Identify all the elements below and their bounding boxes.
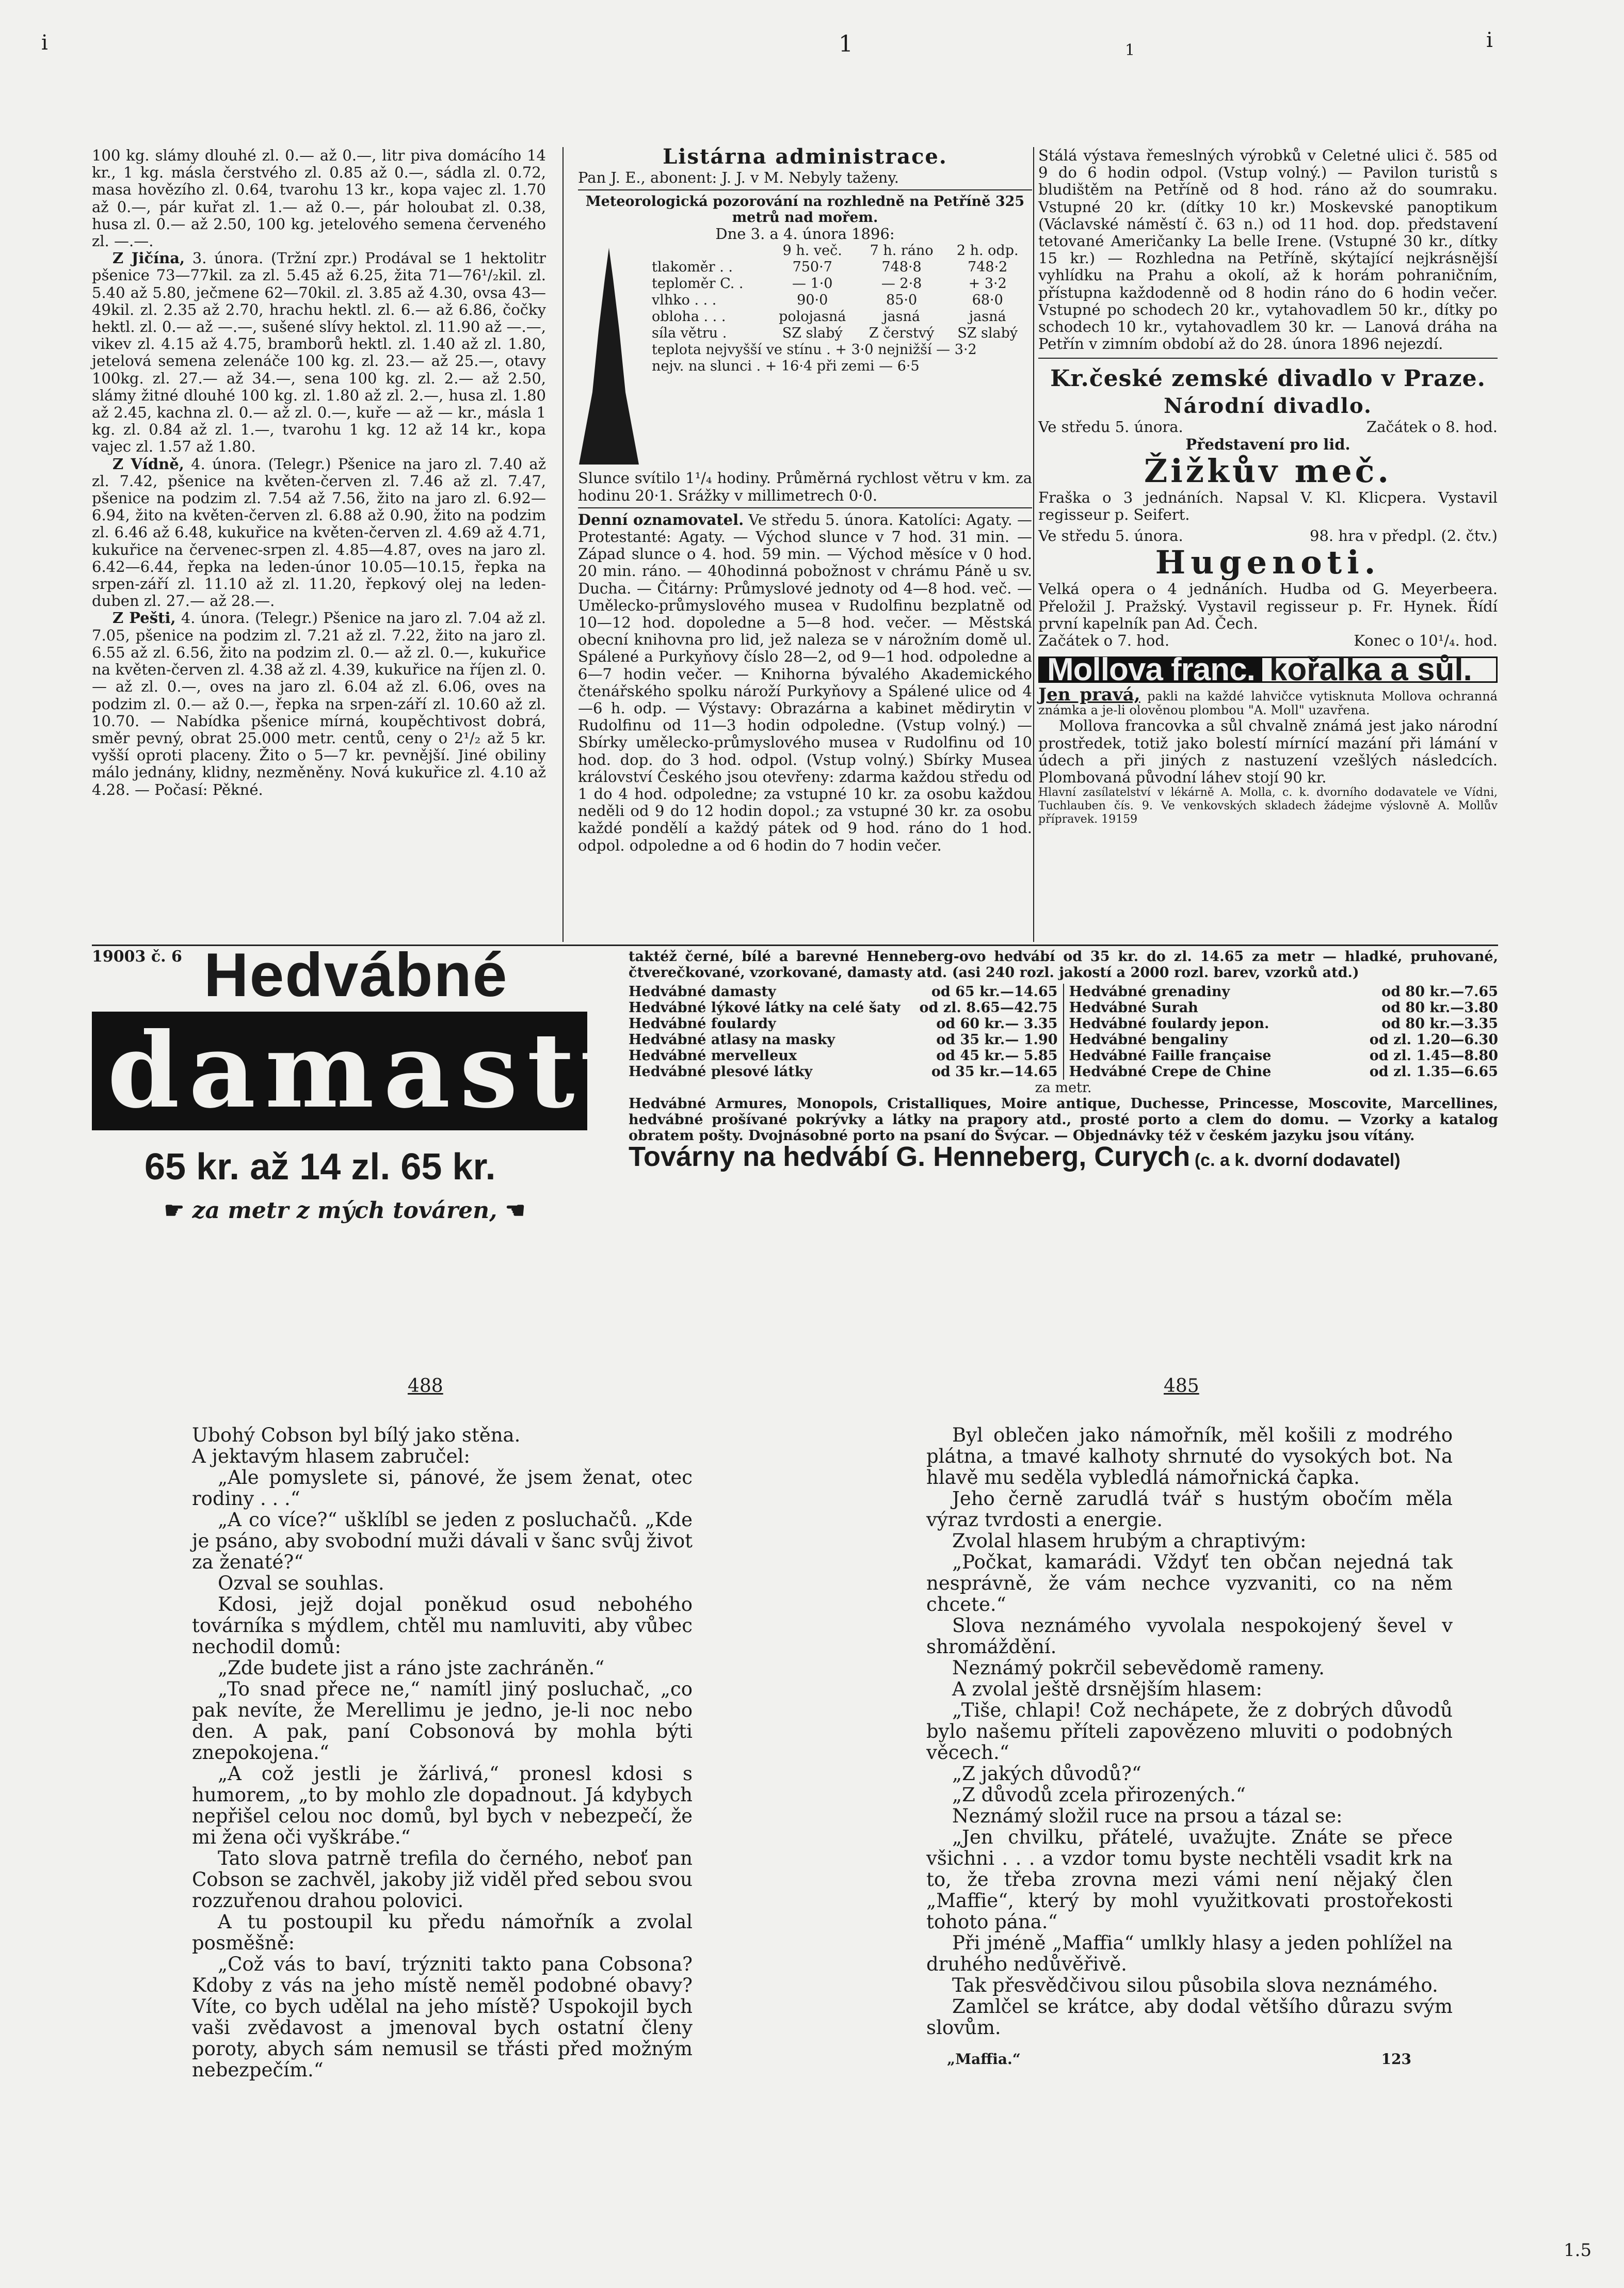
silk-ad-damasty: damasty xyxy=(92,1012,587,1130)
book-paragraph: Při jméně „Maffia“ umlkly hlasy a jeden pohlížel na druhého nedůvěřivě. xyxy=(926,1932,1453,1975)
book-page-left xyxy=(192,1425,693,2081)
book-paragraph: Ubohý Cobson byl bílý jako stěna. xyxy=(192,1424,521,1446)
market-viden: Z Vídně, 4. února. (Telegr.) Pšenice na jaro zl. 7.40 až zl. 7.42, pšenice na květen-červen zl. 7.46 až zl. 7.47, pšenice na podzim zl. 7.54 až 7.56, žito na jaro zl. 6.92—6.94, žito na květen-červen zl. 6.88 až 0.90, žito na podzim zl. 6.46 až 6.48, kukuřice na květen-červen zl. 4.69 až 4.71, kukuřice na červenec-srpen zl. 4.85—4.87, oves na jaro zl. 6.42—6.44, řepka na leden-únor 10.05—10.15, řepka na srpen-září zl. 11.10 až zl. 11.20, řepkový olej na leden-duben zl. 27.— až 28.—. xyxy=(92,455,546,610)
mollova-banner xyxy=(1038,652,1498,688)
daily-announcer: Denní oznamovatel. Ve středu 5. února. Katolíci: Agaty. — Protestanté: Agaty. — Východ slunce v 7 hod. 31 min. — Západ slunce o 4. hod. 59 min. — Východ měsíce v 0 hod. 20 min. ráno. — 40hodinná pobožnost v chrámu Páně u sv. Ducha. — Čitárny: Průmyslové jednoty od 4—8 hod. več. — Umělecko-průmyslového musea v Rudolfinu bezplatně od 10—12 hod. dopoledne a 5—8 hod. večer. — Městská obecní knihovna pro lid, jež naleza se v nárožním domě ul. Spálené a Purkyňovy číslo 28—2, od 9—1 hod. odpoledne a 6—7 hodin večer. — Knihorna bývalého Akademického čtenářského spolku nároží Purkyňovy a Spálené ulice od 4—6 h. odp. — Výstavy: Obrazárna a kabinet mědirytin v Rudolfinu od 11—3 hodin odpoledne. (Vstup volný.) — Sbírky umělecko-průmyslového musea v Rudolfinu od 10 hod. dop. do 3 hod. odpol. (Vstup volný.) Sbírky Musea království Českého jsou otevřeny: zdarma každou středu od 1 do 4 hod. odpoledne; za vstupné 10 kr. za osobu každou neděli od 9 do 12 hodin dopol.; za vstupné 30 kr. za osobu každé pondělí a každý pátek od 9 hod. ráno do 1 hod. odpol. odpoledne a od 6 hodin do 7 hodin večer. xyxy=(578,510,1032,854)
theatre-subtitle: Národní divadlo. xyxy=(1164,394,1372,419)
silk-factory-sub: (c. a k. dvorní dodavatel) xyxy=(1194,1150,1401,1170)
book-paragraph: A jektavým hlasem zabručel: xyxy=(192,1445,470,1467)
book-paragraph: „Počkat, kamarádi. Vždyť ten občan nejedná tak nesprávně, že vám nechce vyzvaniti, co na něm chcete.“ xyxy=(926,1551,1453,1615)
book-paragraph: Byl oblečen jako námořník, měl košili z modrého plátna, a tmavé kalhoty shrnuté do vysokých bot. Na hlavě mu seděla vybledlá námořnická čapka. xyxy=(926,1424,1453,1489)
theatre-title: Kr.české zemské divadlo v Praze. xyxy=(1050,365,1486,392)
book-paragraph: „Jen chvilku, přátelé, uvažujte. Znáte se přece všichni . . . a vzdor tomu byste nechtěli vsadit krk na to, že třeba zrovna mezi vámi není nějaký člen „Maffie“, který by mohl využitkovati prostořekosti tohoto pána.“ xyxy=(926,1826,1453,1933)
book-paragraph: Jeho černě zarudlá tvář s hustým obočím měla výraz tvrdosti a energie. xyxy=(926,1487,1453,1531)
book-paragraph: Neznámý pokrčil sebevědomě rameny. xyxy=(952,1657,1325,1679)
show1-note: Představení pro lid. xyxy=(1185,435,1350,453)
book-paragraph: Zamlčel se krátce, aby dodal většího důrazu svým slovům. xyxy=(926,1995,1453,2039)
mollova-banner-light: kořalka a sůl. xyxy=(1269,652,1472,688)
silk-price-item: Hedvábné damasty od 65 kr.—14.65 xyxy=(629,984,1058,1000)
book-paragraph: A tu postoupil ku předu námořník a zvolal posměšně: xyxy=(192,1911,693,1954)
pointing-hand-icon: ☛ xyxy=(164,1197,185,1224)
book-paragraph: Tato slova patrně trefila do černého, neboť pan Cobson se zachvěl, jakoby již viděl před sebou svou rozzuřenou drahou polovici. xyxy=(192,1847,693,1912)
book-paragraph: Neznámý složil ruce na prsou a tázal se: xyxy=(952,1805,1343,1827)
weather-row: tlakoměr . . 750·7 748·8 748·2 xyxy=(652,259,1008,276)
mollova-address: Hlavní zasílatelství v lékárně A. Molla, c. k. dvorního dodavatele ve Vídni, Tuchlauben čís. 9. Ve venkovských skladech žádejme výslovně A. Mollův přípravek. 19159 xyxy=(1038,786,1498,826)
silk-factory xyxy=(629,1141,1498,1172)
show2-title: Hugenoti. xyxy=(1155,543,1381,582)
silk-price-item: Hedvábné plesové látky od 35 kr.—14.65 xyxy=(629,1064,1058,1080)
rule-theatre xyxy=(1038,358,1498,359)
book-paragraph: A zvolal ještě drsnějším hlasem: xyxy=(952,1678,1262,1700)
weather-title: Meteorologická pozorování na rozhledně na Petříně 325 metrů nad mořem. xyxy=(585,194,1025,226)
silk-price-item: Hedvábné lýkové látky na celé šaty od zl. 8.65—42.75 xyxy=(629,1000,1058,1016)
corner-mark-center2: 1 xyxy=(1125,41,1135,59)
book-paragraph: „Zde budete jist a ráno jste zachráněn.“ xyxy=(218,1657,605,1679)
show2-desc: Velká opera o 4 jednáních. Hudba od G. Meyerbeera. Přeložil J. Pražský. Vystavil regisseur p. Fr. Hynek. Řídí první kapelník pan Ad. Čech. xyxy=(1038,580,1498,632)
silk-price-item: Hedvábné Crepe de Chine od zl. 1.35—6.65 xyxy=(1069,1064,1498,1080)
silk-ad-price: 65 kr. až 14 zl. 65 kr. xyxy=(144,1146,496,1188)
book-paragraph: „A co více?“ ušklíbl se jeden z posluchačů. „Kde je psáno, aby svobodní muži dávali v šanc svůj život za ženaté?“ xyxy=(192,1509,693,1573)
book-paragraph: „Z důvodů zcela přirozených.“ xyxy=(952,1784,1246,1806)
show1-title: Žižkův meč. xyxy=(1144,452,1392,490)
show1-header: Ve středu 5. února. Začátek o 8. hod. xyxy=(1038,418,1498,436)
weather-block xyxy=(578,243,1032,470)
book-paragraph: Ozval se souhlas. xyxy=(218,1572,384,1594)
admin-title: Listárna administrace. xyxy=(663,145,947,169)
book-paragraph: Tak přesvědčivou silou působila slova neznámého. xyxy=(952,1974,1438,1996)
silk-price-item: Hedvábné foulardy jepon. od 80 kr.—3.35 xyxy=(1069,1016,1498,1032)
silk-ad-code: 19003 č. 6 xyxy=(92,948,182,966)
weather-row: vlhko . . . 90·0 85·0 68·0 xyxy=(652,292,1003,309)
silk-price-item: Hedvábné Faille française od zl. 1.45—8.80 xyxy=(1069,1048,1498,1064)
book-paragraph: „Z jakých důvodů?“ xyxy=(952,1763,1141,1785)
show1-desc: Fraška o 3 jednáních. Napsal V. Kl. Klicpera. Vystavil regisseur p. Seifert. xyxy=(1038,488,1498,524)
corner-mark-bottom: 1.5 xyxy=(1564,2240,1592,2261)
silk-price-item: Hedvábné mervelleux od 45 kr.— 5.85 xyxy=(629,1048,1058,1064)
middle-column xyxy=(578,145,1032,854)
silk-price-table xyxy=(629,984,1498,1080)
silk-ad-heading: Hedvábné xyxy=(204,940,508,1010)
weather-row: obloha . . . polojasná jasná jasná xyxy=(652,309,1006,325)
silk-ad-outro: Hedvábné Armures, Monopols, Cristalliques, Moire antique, Duchesse, Princesse, Moscovite, Marcellines, hedvábné prošívané pokrývky a látky na prapory atd., prosté porto a clem do domu. — Vzorky a katalog obratem pošty. Dvojnásobné porto na psaní do Švýcar. — Objednávky též v českém jazyku jsou vítány. xyxy=(629,1096,1498,1144)
weather-header: 9 h. več. xyxy=(782,243,842,259)
silk-za-metr: za metr. xyxy=(1035,1080,1092,1096)
silk-ad-details xyxy=(629,949,1498,1170)
weather-date: Dne 3. a 4. února 1896: xyxy=(715,225,895,243)
admin-text: Pan J. E., abonent: J. J. v M. Nebyly taženy. xyxy=(578,169,899,186)
silk-factory-name: Továrny na hedvábí G. Henneberg, Curych xyxy=(629,1141,1191,1172)
show2-header: Ve středu 5. února. 98. hra v předpl. (2. čtv.) xyxy=(1038,527,1498,545)
weather-row: teploměr C. . — 1·0 — 2·8 + 3·2 xyxy=(652,276,1007,292)
market-jicin: Z Jičína, 3. února. (Tržní zpr.) Prodával se 1 hektolitr pšenice 73—77kil. za zl. 5.45 až 6.25, žita 71—76¹/₂kil. zl. 5.40 až 5.80, ječmene 62—70kil. zl. 3.85 až 4.30, ovsa 43—49kil. zl. 2.35 až 2.70, hrachu hektl. zl. 6.— až 6.86, čočky hektl. zl. 0.— až —.—, sušené slívy hektol. zl. 11.90 až —.—, vikev zl. 4.15 až 4.75, bramborů hektl. zl. 1.40 až zl. 1.80, jetelová semena zelenáče 100 kg. zl. 23.— až 25.—, otavy 100kg. zl. 27.— až 34.—, sena 100 kg. zl. 2.— až 2.50, slámy žitné dlouhé 100 kg. zl. 1.80 až zl. 2.—, husa zl. 1.80 až 2.45, kachna zl. 0.— až zl. 0.—, kuře — až — kr., másla 1 kg. zl. 0.84 až zl. 1.—, tvarohu 1 kg. 12 až 14 kr., kopa vajec zl. 1.57 až 1.80. xyxy=(92,249,546,456)
market-pest: Z Pešti, 4. února. (Telegr.) Pšenice na jaro zl. 7.04 až zl. 7.05, pšenice na podzim zl. 7.21 až zl. 7.22, žito na jaro zl. 6.55 až zl. 6.56, žito na podzim zl. 0.— až zl. 0.—, kukuřice na květen-červen zl. 4.38 až zl. 4.39, kukuřice na říjen zl. 0.— až zl. 0.—, oves na jaro zl. 6.04 až zl. 6.06, oves na podzim zl. 0.— až 0.—, řepka na srpen-září zl. 10.60 až zl. 10.70. — Nabídka pšenice mírná, koupěchtivost dobrá, směr pevný, obrat 25.000 metr. centů, ceny o 2¹/₂ až 5 kr. vyšší oproti placeny. Žito o 5—7 kr. pevnější. Jiné obiliny málo jednány, klidny, nezměněny. Nová kukuřice zl. 4.10 až 4.28. — Počasí: Pěkné. xyxy=(92,609,546,798)
weather-header: 2 h. odp. xyxy=(956,243,1019,259)
book-paragraph: „Což vás to baví, trýzniti takto pana Cobsona? Kdoby z vás na jeho místě neměl podobné obavy? Víte, co bych udělal na jeho místě? Uspokojil bych vaši zvědavost a jmenoval bych ostatní členy poroty, abych sám nemusil se třásti před možným nebezpečím.“ xyxy=(192,1953,693,2081)
column-rule-2 xyxy=(1033,147,1034,942)
silk-price-item: Hedvábné grenadiny od 80 kr.—7.65 xyxy=(1069,984,1498,1000)
petrin-tower-icon xyxy=(578,248,640,465)
page-number-left: 488 xyxy=(408,1375,443,1397)
book-footer-number: 123 xyxy=(1381,2051,1411,2068)
weather-row: síla větru . SZ slabý Z čerstvý SZ slabý xyxy=(652,325,1018,342)
silk-price-item: Hedvábné bengaliny od zl. 1.20—6.30 xyxy=(1069,1032,1498,1048)
silk-ad-subline: ☛ za metr z mých továren, ☚ xyxy=(164,1197,526,1224)
market-top: 100 kg. slámy dlouhé zl. 0.— až 0.—, litr piva domácího 14 kr., 1 kg. másla čerstvého zl. 0.85 až 0.—, sádla zl. 0.72, masa hovězího zl. 0.64, tvarohu 13 kr., kopa vajec zl. 1.70 až 0.—, pár kuřat zl. 1.— až 0.—, pár holoubat zl. 0.38, husa zl. 0.— až 2.50, 100 kg. jetelového semena červeného zl. —.—. xyxy=(92,147,546,250)
book-paragraph: „Ale pomyslete si, pánové, že jsem ženat, otec rodiny . . .“ xyxy=(192,1466,693,1510)
silk-price-left xyxy=(629,984,1064,1080)
exhibitions-text: Stálá výstava řemeslných výrobků v Celetné ulici č. 585 od 9 do 6 hodin odpol. (Vstup volný.) — Pavilon turistů s bludištěm na Petříně od 8 hod. ráno až do soumraku. Vstupné 20 kr. (dítky 10 kr.) Moskevské panoptikum (Václavské náměstí č. 63 n.) od 11 hod. dop. představení tetované Američanky La belle Irene. (Vstupné 30 kr., dítky 15 kr.) — Rozhledna na Petříně, skýtající nejkrásnější vyhlídku na Prahu a okolí, až k horám pohraničním, přístupna každodenně od 8 hodin ráno do 6 hodin večer. Vstupné po schodech 20 kr., vytahovadlem 50 kr., dítky po schodech 10 kr., vytahovadlem 30 kr. — Lanová dráha na Petřín v zimním období až do 28. února 1896 nejezdí. xyxy=(1038,147,1498,353)
book-paragraph: Zvolal hlasem hrubým a chraptivým: xyxy=(952,1530,1307,1552)
book-footer xyxy=(926,2049,1453,2070)
silk-price-item: Hedvábné Surah od 80 kr.—3.80 xyxy=(1069,1000,1498,1016)
book-paragraph: Kdosi, jejž dojal poněkud osud nebohého továrníka s mýdlem, chtěl mu namluviti, aby vůbec nechodil domů: xyxy=(192,1593,693,1658)
right-column xyxy=(1038,147,1498,826)
weather-table xyxy=(648,243,1030,375)
show2-footer: Začátek o 7. hod. Konec o 10¹/₄. hod. xyxy=(1038,632,1498,650)
book-paragraph: „To snad přece ne,“ namítl jiný posluchač, „co pak nevíte, že Merellimu je jedno, je-li noc nebo den. A pak, paní Cobsonová by mohla býti znepokojena.“ xyxy=(192,1678,693,1764)
weather-header: 7 h. ráno xyxy=(870,243,934,259)
weather-temp: teplota nejvyšší ve stínu . + 3·0 nejnižší — 3·2 xyxy=(652,342,977,358)
mollova-text: Mollova francovka a sůl chvalně známá jest jako národní prostředek, totiž jako bolestí mírnící mazání při lámání v údech a při jiných z nastuzení vzešlých následcích. Plombovaná původní láhev stojí 90 kr. xyxy=(1038,717,1498,787)
weather-sun: nejv. na slunci . + 16·4 při zemi — 6·5 xyxy=(652,358,920,375)
mollova-banner-dark: Mollova franc. xyxy=(1040,658,1262,681)
corner-mark-right: ⅰ xyxy=(1486,28,1493,52)
book-paragraph: Slova neznámého vyvolala nespokojený ševel v shromáždění. xyxy=(926,1614,1453,1658)
rule-admin xyxy=(578,189,1032,190)
page-number-right: 485 xyxy=(1164,1375,1199,1397)
silk-price-item: Hedvábné foulardy od 60 kr.— 3.35 xyxy=(629,1016,1058,1032)
corner-mark-center: 1 xyxy=(839,31,853,57)
silk-price-right xyxy=(1064,984,1499,1080)
book-paragraph: „A což jestli je žárlivá,“ pronesl kdosi s humorem, „to by mohlo zle dopadnout. Já kdybych nepřišel celou noc domů, byl bych v nebezpečí, že mi žena oči vyškrábe.“ xyxy=(192,1763,693,1848)
column-rule-1 xyxy=(562,147,564,942)
weather-footer: Slunce svítilo 1¹/₄ hodiny. Průměrná rychlost větru v km. za hodinu 20·1. Srážky v millimetrech 0·0. xyxy=(578,469,1032,504)
pointing-hand-icon: ☚ xyxy=(505,1197,526,1224)
rule-weather xyxy=(578,507,1032,508)
silk-price-item: Hedvábné atlasy na masky od 35 kr.— 1.90 xyxy=(629,1032,1058,1048)
book-footer-title: „Maffia.“ xyxy=(947,2051,1021,2068)
silk-ad-intro: taktéž černé, bílé a barevné Henneberg-ovo hedvábí od 35 kr. do zl. 14.65 za metr — hladké, pruhované, čtverečkované, vzorkované, damasty atd. (asi 240 rozl. jakostí a 2000 rozl. barev, vzorků atd.) xyxy=(629,949,1498,981)
market-reports xyxy=(92,147,546,798)
corner-mark-left: ⅰ xyxy=(41,31,48,55)
book-page-right xyxy=(926,1425,1453,2070)
mollova-genuine: Jen pravá, pakli na každé lahvičce vytisknuta Mollova ochranná známka a je-li olověnou plombou "A. Moll" uzavřena. xyxy=(1038,684,1498,718)
book-paragraph: „Tiše, chlapi! Což nechápete, že z dobrých důvodů bylo našemu příteli zapovězeno mluviti o podobných věcech.“ xyxy=(926,1699,1453,1764)
